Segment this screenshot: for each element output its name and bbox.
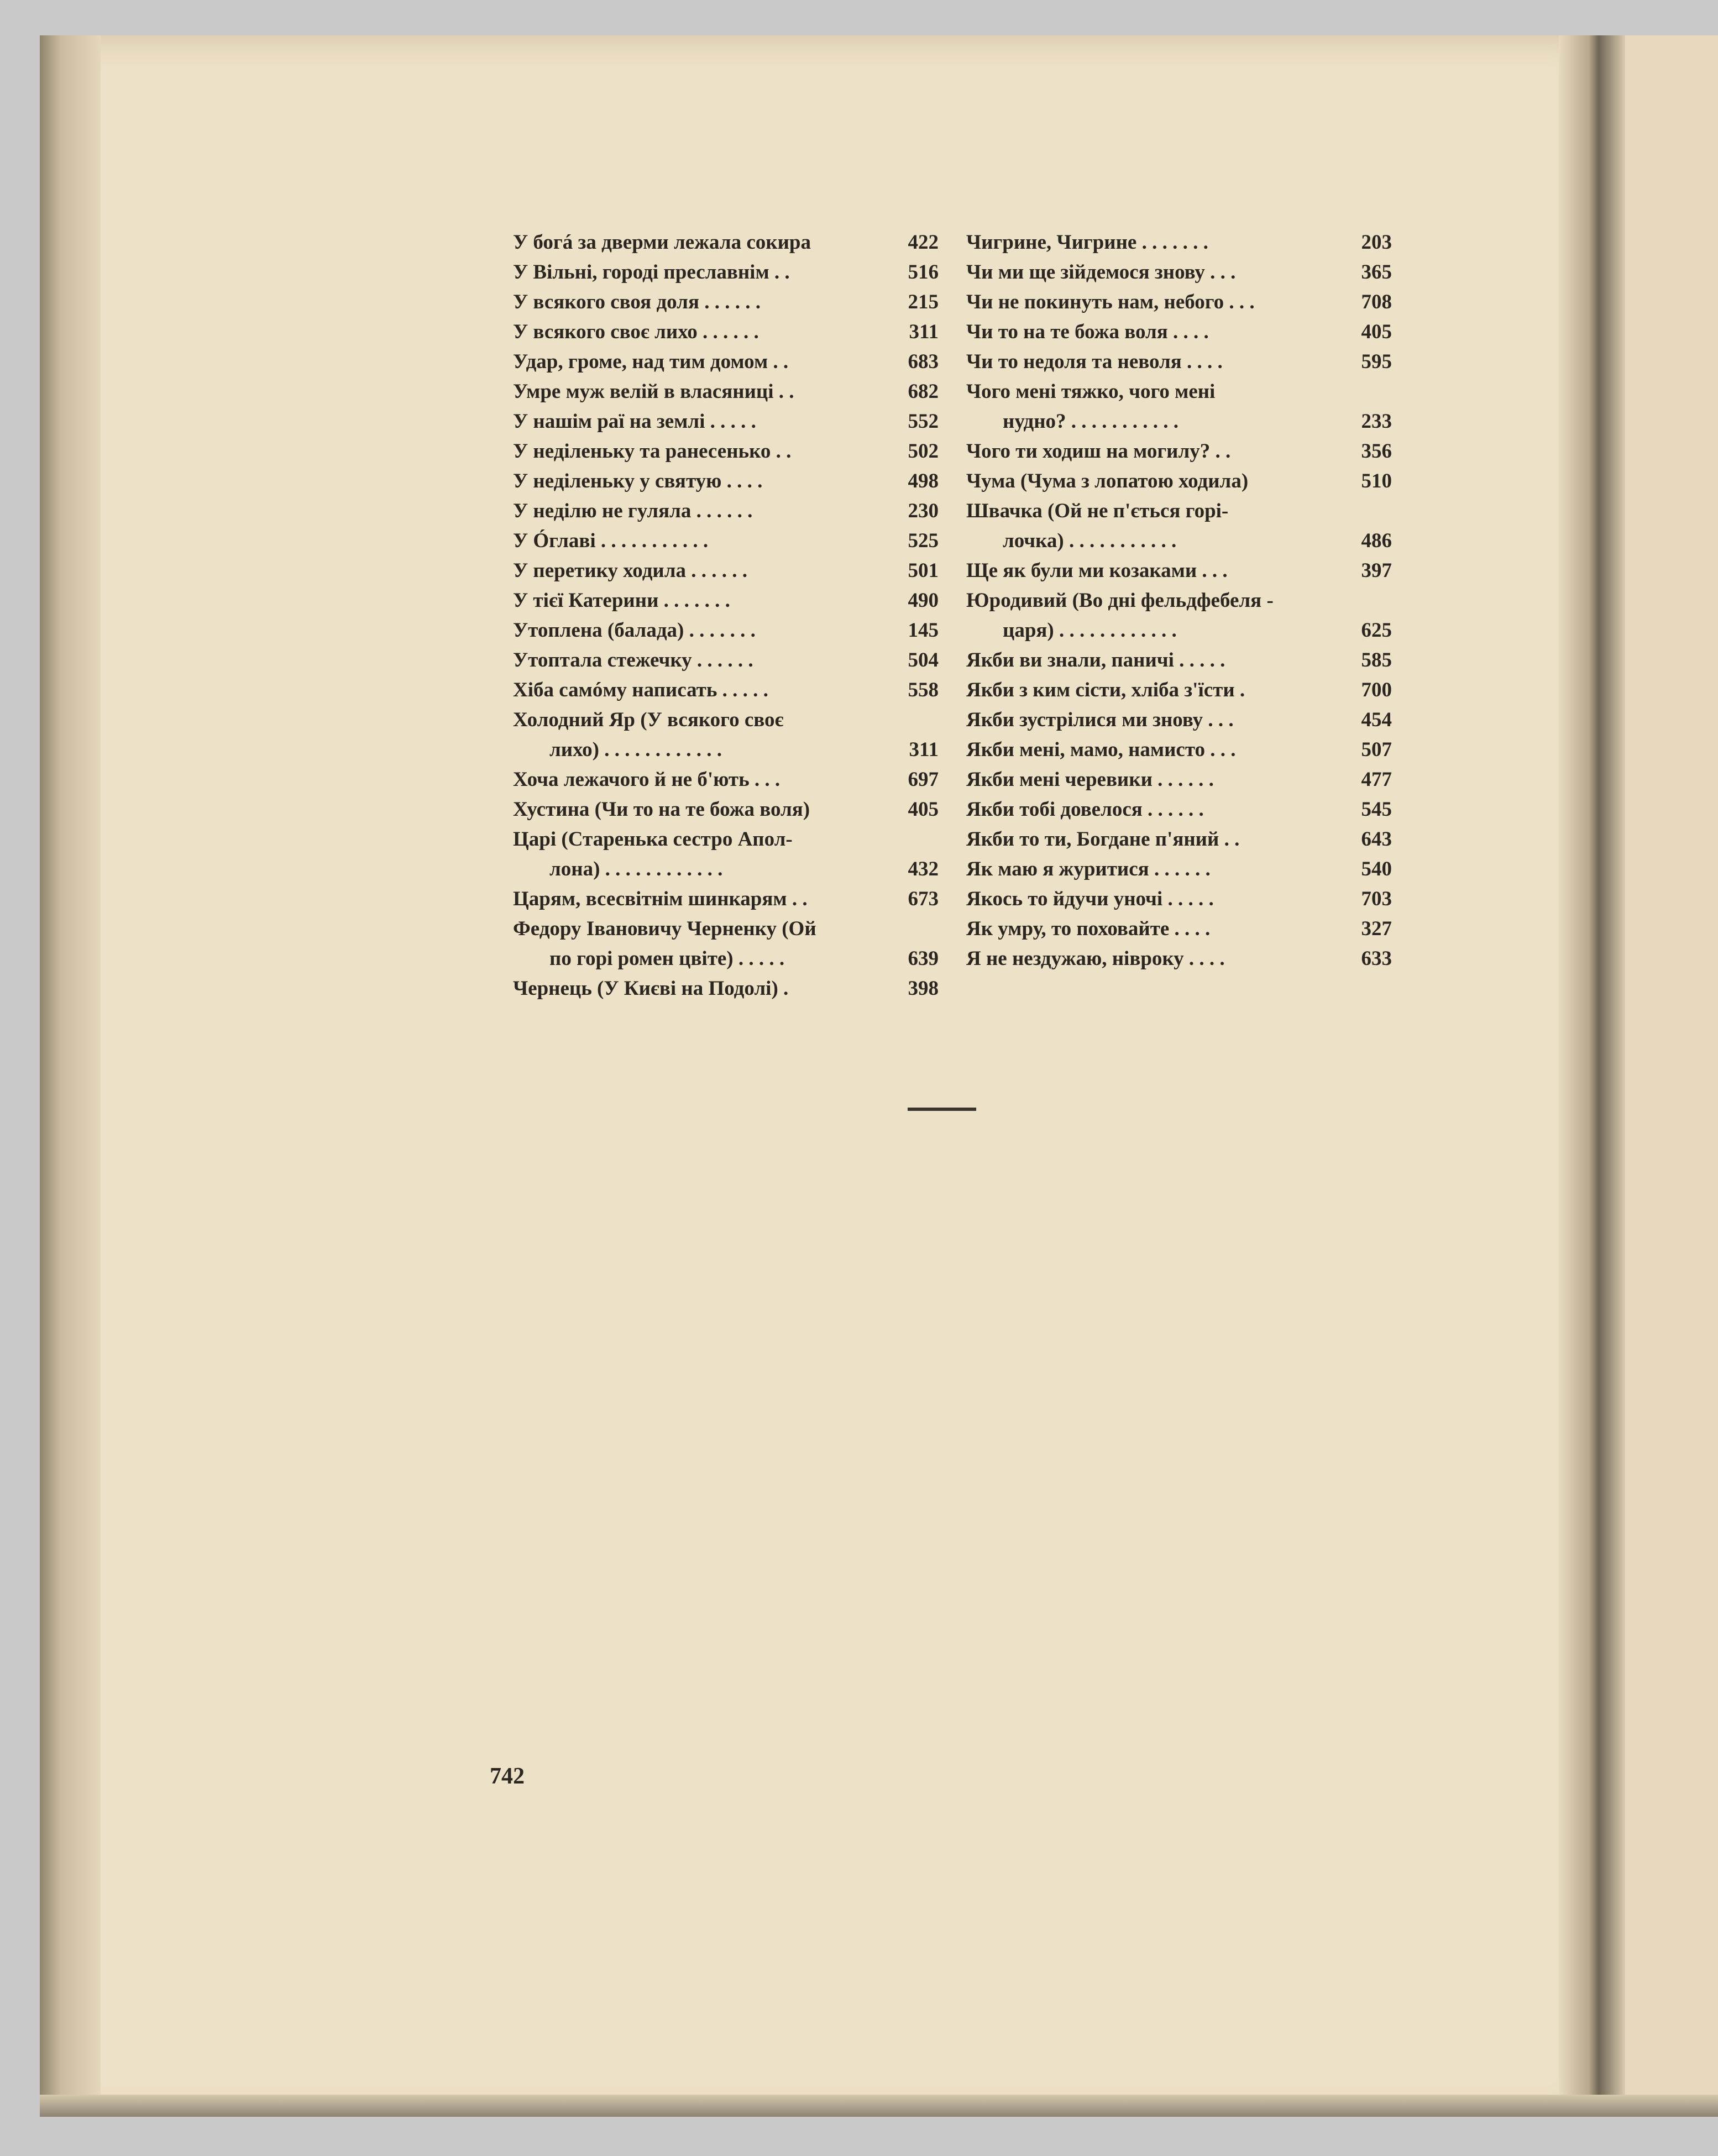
entry-title: Утоплена (балада) . . . . . . . [513, 619, 756, 642]
entry-page-number: 558 [908, 679, 939, 701]
entry-title: лочка) . . . . . . . . . . . [1003, 529, 1177, 552]
entry-page-number: 365 [1361, 261, 1392, 284]
entry-title: Удар, громе, над тим домом . . [513, 350, 789, 373]
index-entry [513, 944, 939, 974]
entry-page-number: 552 [908, 410, 939, 433]
entry-title: Хіба самóму написать . . . . . [513, 679, 768, 701]
entry-page-number: 545 [1361, 798, 1392, 821]
entry-page-number: 356 [1361, 440, 1392, 463]
index-entry [513, 258, 939, 287]
index-entry [513, 825, 939, 854]
book-gutter [1559, 35, 1625, 2117]
entry-title: Як умру, то поховайте . . . . [966, 917, 1211, 940]
entry-title: У тієї Катерини . . . . . . . [513, 589, 730, 612]
index-entry [513, 526, 939, 556]
entry-page-number: 405 [908, 798, 939, 821]
entry-title: Чернець (У Києві на Подолі) . [513, 977, 789, 1000]
book-edge-bottom [40, 2095, 1718, 2117]
index-entry [966, 466, 1392, 496]
index-column-right [966, 228, 1392, 974]
index-entry [513, 437, 939, 466]
index-entry [966, 377, 1392, 407]
entry-page-number: 682 [908, 380, 939, 403]
entry-title: лона) . . . . . . . . . . . . [549, 858, 723, 880]
entry-page-number: 504 [908, 649, 939, 672]
entry-page-number: 697 [908, 768, 939, 791]
entry-title: Я не нездужаю, нівроку . . . . [966, 947, 1225, 970]
entry-title: Царі (Старенька сестро Апол- [513, 828, 793, 851]
entry-page-number: 203 [1361, 231, 1392, 254]
index-entry [966, 556, 1392, 586]
entry-title: Ще як були ми козаками . . . [966, 559, 1228, 582]
page-number: 742 [490, 1764, 525, 1789]
entry-title: Якось то йдучи уночі . . . . . [966, 888, 1214, 910]
entry-title: Якби з ким сісти, хліба з'їсти . [966, 679, 1245, 701]
entry-page-number: 625 [1361, 619, 1392, 642]
entry-page-number: 422 [908, 231, 939, 254]
index-entry [513, 974, 939, 1004]
index-entry [513, 347, 939, 377]
entry-title: У богá за дверми лежала сокира [513, 231, 811, 254]
index-entry [966, 675, 1392, 705]
entry-page-number: 327 [1361, 917, 1392, 940]
index-entry [513, 854, 939, 884]
book-edge-left [40, 35, 101, 2117]
index-entry [966, 765, 1392, 795]
entry-page-number: 215 [908, 291, 939, 313]
entry-page-number: 498 [908, 470, 939, 492]
entry-page-number: 432 [908, 858, 939, 880]
index-entry [513, 377, 939, 407]
index-entry [966, 437, 1392, 466]
entry-page-number: 490 [908, 589, 939, 612]
entry-title: Чого мені тяжко, чого мені [966, 380, 1216, 403]
entry-title: Якби мені черевики . . . . . . [966, 768, 1214, 791]
entry-page-number: 700 [1361, 679, 1392, 701]
entry-title: Юродивий (Во дні фельдфебеля - [966, 589, 1274, 612]
index-entry [513, 287, 939, 317]
entry-title: Якби то ти, Богдане п'яний . . [966, 828, 1240, 851]
entry-page-number: 633 [1361, 947, 1392, 970]
index-entry [513, 765, 939, 795]
entry-page-number: 516 [908, 261, 939, 284]
entry-page-number: 398 [908, 977, 939, 1000]
entry-page-number: 595 [1361, 350, 1392, 373]
entry-title: Утоптала стежечку . . . . . . [513, 649, 753, 672]
entry-title: У Óглаві . . . . . . . . . . . [513, 529, 709, 552]
entry-page-number: 643 [1361, 828, 1392, 851]
index-entry [966, 854, 1392, 884]
entry-title: У Вільні, городі преславнім . . [513, 261, 790, 284]
index-entry [513, 407, 939, 437]
entry-title: Якби ви знали, паничі . . . . . [966, 649, 1225, 672]
index-entry [513, 735, 939, 765]
entry-title: У неділю не гуляла . . . . . . [513, 500, 753, 522]
index-entry [513, 556, 939, 586]
entry-title: Як маю я журитися . . . . . . [966, 858, 1211, 880]
entry-page-number: 233 [1361, 410, 1392, 433]
index-entry [513, 466, 939, 496]
entry-page-number: 683 [908, 350, 939, 373]
entry-page-number: 486 [1361, 529, 1392, 552]
index-entry [513, 228, 939, 258]
entry-page-number: 405 [1361, 321, 1392, 343]
index-entry [966, 944, 1392, 974]
entry-title: Чи ми ще зійдемося знову . . . [966, 261, 1236, 284]
entry-page-number: 311 [909, 321, 939, 343]
index-column-left [513, 228, 939, 1004]
index-entry [966, 825, 1392, 854]
index-entry [966, 317, 1392, 347]
entry-title: Хустина (Чи то на те божа воля) [513, 798, 810, 821]
index-entry [966, 735, 1392, 765]
entry-title: лихо) . . . . . . . . . . . . [549, 738, 722, 761]
index-entry [513, 795, 939, 825]
entry-title: Якби мені, мамо, намисто . . . [966, 738, 1236, 761]
entry-page-number: 145 [908, 619, 939, 642]
entry-page-number: 507 [1361, 738, 1392, 761]
entry-title: по горі ромен цвіте) . . . . . [549, 947, 785, 970]
index-entry [966, 407, 1392, 437]
entry-title: Чума (Чума з лопатою ходила) [966, 470, 1249, 492]
entry-page-number: 703 [1361, 888, 1392, 910]
entry-title: Якби зустрілися ми знову . . . [966, 709, 1234, 731]
entry-page-number: 525 [908, 529, 939, 552]
index-entry [513, 884, 939, 914]
entry-page-number: 510 [1361, 470, 1392, 492]
entry-title: У нашім раї на землі . . . . . [513, 410, 756, 433]
entry-title: Федору Івановичу Черненку (Ой [513, 917, 816, 940]
entry-title: Чи то недоля та неволя . . . . [966, 350, 1223, 373]
index-entry [966, 258, 1392, 287]
entry-page-number: 454 [1361, 709, 1392, 731]
entry-title: У всякого своя доля . . . . . . [513, 291, 761, 313]
entry-page-number: 230 [908, 500, 939, 522]
index-entry [513, 675, 939, 705]
entry-page-number: 477 [1361, 768, 1392, 791]
index-entry [966, 646, 1392, 675]
entry-title: У неділеньку у святую . . . . [513, 470, 763, 492]
index-entry [966, 914, 1392, 944]
index-entry [966, 347, 1392, 377]
entry-page-number: 708 [1361, 291, 1392, 313]
index-entry [513, 646, 939, 675]
entry-title: нудно? . . . . . . . . . . . [1003, 410, 1179, 433]
index-entry [513, 586, 939, 616]
index-entry [966, 705, 1392, 735]
entry-title: Чи то на те божа воля . . . . [966, 321, 1209, 343]
section-divider [908, 1108, 976, 1111]
entry-title: Чого ти ходиш на могилу? . . [966, 440, 1231, 463]
entry-title: Якби тобі довелося . . . . . . [966, 798, 1204, 821]
entry-page-number: 639 [908, 947, 939, 970]
entry-title: У неділеньку та ранесенько . . [513, 440, 792, 463]
entry-title: У всякого своє лихо . . . . . . [513, 321, 759, 343]
facing-page-edge [1625, 35, 1718, 2117]
index-entry [966, 884, 1392, 914]
entry-page-number: 502 [908, 440, 939, 463]
entry-page-number: 311 [909, 738, 939, 761]
index-entry [966, 526, 1392, 556]
entry-title: У перетику ходила . . . . . . [513, 559, 748, 582]
entry-title: Царям, всесвітнім шинкарям . . [513, 888, 808, 910]
index-entry [513, 616, 939, 646]
index-entry [513, 705, 939, 735]
entry-page-number: 397 [1361, 559, 1392, 582]
entry-title: Чигрине, Чигрине . . . . . . . [966, 231, 1208, 254]
index-entry [966, 795, 1392, 825]
index-entry [966, 496, 1392, 526]
index-entry [513, 317, 939, 347]
entry-page-number: 540 [1361, 858, 1392, 880]
entry-title: Умре муж велій в власяниці . . [513, 380, 794, 403]
index-entry [966, 616, 1392, 646]
entry-page-number: 673 [908, 888, 939, 910]
index-entry [966, 586, 1392, 616]
index-entry [966, 228, 1392, 258]
entry-title: Чи не покинуть нам, небого . . . [966, 291, 1255, 313]
entry-title: Хоча лежачого й не б'ють . . . [513, 768, 781, 791]
entry-page-number: 501 [908, 559, 939, 582]
entry-page-number: 585 [1361, 649, 1392, 672]
entry-title: царя) . . . . . . . . . . . . [1003, 619, 1177, 642]
entry-title: Холодний Яр (У всякого своє [513, 709, 784, 731]
index-entry [513, 496, 939, 526]
index-entry [513, 914, 939, 944]
entry-title: Швачка (Ой не п'ється горі- [966, 500, 1229, 522]
index-entry [966, 287, 1392, 317]
